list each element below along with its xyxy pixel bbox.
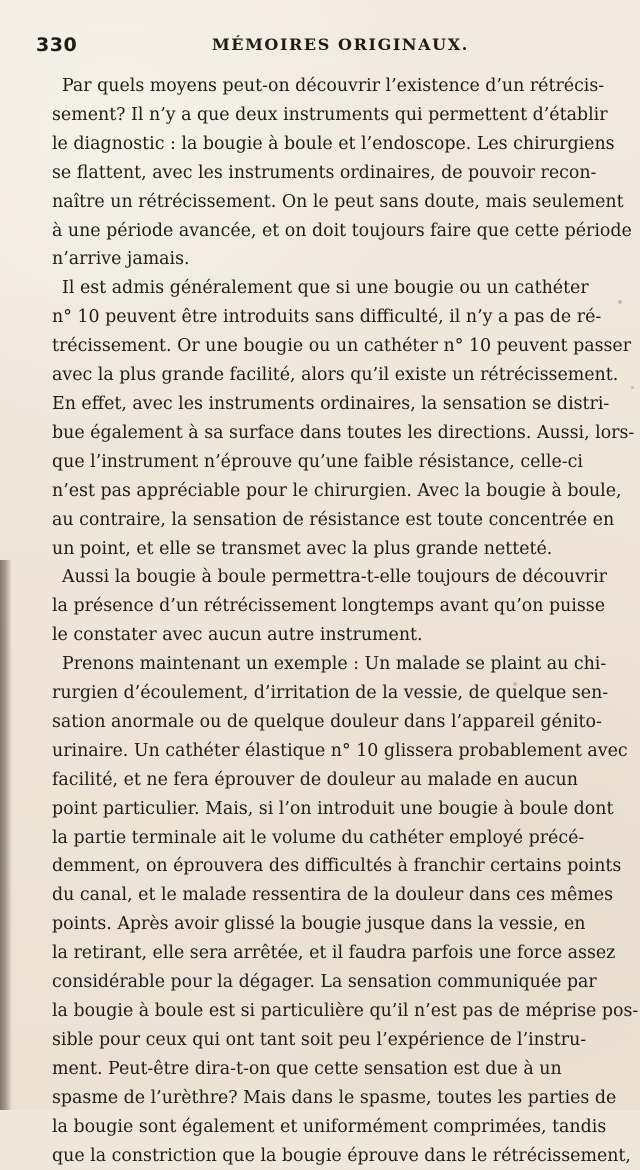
text-line-07: n’arrive jamais. [52,249,190,270]
text-line-06: à une période avancée, et on doit toujours faire que cette période [52,220,632,241]
text-line-37: la bougie sont également et uniformément comprimées, tandis [52,1116,607,1137]
text-line-25: facilité, et ne fera éprouver de douleur au malade en aucun [52,769,578,790]
text-line-02: sement? Il n’y a que deux instruments qui permettent d’établir [52,104,608,125]
text-line-09: n° 10 peuvent être introduits sans difficulté, il n’y a pas de ré- [52,307,602,328]
text-line-03: le diagnostic : la bougie à boule et l’endoscope. Les chirurgiens [52,133,615,154]
paper-speck [513,682,517,686]
paper-speck [618,300,622,304]
text-line-16: au contraire, la sensation de résistance est toute concentrée en [52,509,615,530]
text-line-38: que la constriction que la bougie éprouve dans le rétrécissement, [52,1145,631,1166]
text-line-10: trécissement. Or une bougie ou un cathéter n° 10 peuvent passer [52,336,632,357]
text-line-32: considérable pour la dégager. La sensation communiquée par [52,972,597,993]
text-line-34: sible pour ceux qui ont tant soit peu l’expérience de l’instru- [52,1029,587,1050]
text-line-27: la partie terminale ait le volume du cathéter employé précé- [52,827,585,848]
text-line-28: demment, on éprouvera des difficultés à franchir certains points [52,856,622,877]
text-line-17: un point, et elle se transmet avec la plus grande netteté. [52,538,553,559]
text-line-01: Par quels moyens peut-on découvrir l’existence d’un rétrécis- [62,76,605,96]
text-line-04: se flattent, avec les instruments ordinaires, de pouvoir recon- [52,162,597,183]
text-line-11: avec la plus grande facilité, alors qu’il existe un rétrécissement. [52,365,619,386]
text-line-31: la retirant, elle sera arrêtée, et il faudra parfois une force assez [52,943,616,964]
running-head: MÉMOIRES ORIGINAUX. [212,35,469,54]
page-header [36,34,604,58]
paper-speck [631,386,634,389]
text-line-20: le constater avec aucun autre instrument. [52,625,423,646]
text-line-18: Aussi la bougie à boule permettra-t-elle toujours de découvrir [62,567,607,588]
text-line-29: du canal, et le malade ressentira de la douleur dans ces mêmes [52,885,614,906]
text-line-23: sation anormale ou de quelque douleur dans l’appareil génito- [52,711,602,732]
text-line-35: ment. Peut-être dira-t-on que cette sensation est due à un [52,1058,562,1079]
text-line-12: En effet, avec les instruments ordinaires, la sensation se distri- [52,393,610,414]
page-number: 330 [36,34,78,56]
text-line-13: bue également à sa surface dans toutes les directions. Aussi, lors- [52,422,635,443]
text-line-33: la bougie à boule est si particulière qu’il n’est pas de méprise pos- [52,1001,639,1021]
text-line-19: la présence d’un rétrécissement longtemps avant qu’on puisse [52,596,605,617]
text-line-36: spasme de l’urèthre? Mais dans le spasme, toutes les parties de [52,1087,617,1108]
text-line-14: que l’instrument n’éprouve qu’une faible résistance, celle-ci [52,451,583,472]
binding-shadow [0,560,12,1110]
text-line-21: Prenons maintenant un exemple : Un malade se plaint au chi- [62,654,607,675]
text-line-24: urinaire. Un cathéter élastique n° 10 glissera probablement avec [52,740,628,761]
body-text [52,72,639,1170]
text-line-05: naître un rétrécissement. On le peut sans doute, mais seulement [52,191,624,212]
text-line-15: n’est pas appréciable pour le chirurgien. Avec la bougie à boule, [52,480,622,501]
text-line-30: points. Après avoir glissé la bougie jusque dans la vessie, en [52,914,586,935]
text-line-26: point particulier. Mais, si l’on introduit une bougie à boule dont [52,798,614,819]
text-line-22: rurgien d’écoulement, d’irritation de la vessie, de quelque sen- [52,683,609,704]
text-line-08: Il est admis généralement que si une bougie ou un cathéter [62,278,589,299]
